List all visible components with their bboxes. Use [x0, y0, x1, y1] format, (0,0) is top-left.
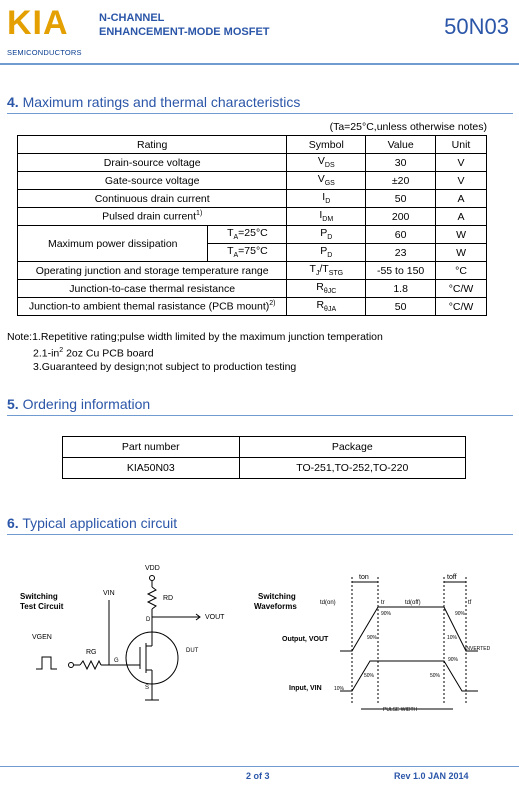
table-row [18, 190, 487, 208]
symbol-cell [287, 244, 366, 262]
tdoff-label: td(off) [405, 600, 421, 606]
symbol-cell [287, 280, 366, 298]
notes-block [7, 331, 383, 374]
part-number-cell: KIA50N03 [63, 458, 240, 479]
page-number: 2 of 3 [246, 771, 270, 781]
vdd-label: VDD [145, 565, 160, 572]
table-row [18, 298, 487, 316]
header-symbol: Symbol [287, 136, 366, 154]
part-number: 50N03 [444, 14, 509, 39]
toff-label: toff [447, 574, 457, 581]
symbol-subscript: DM [322, 216, 334, 224]
section-4-heading [7, 94, 300, 110]
note-2-rest: 2oz Cu PCB board [63, 347, 154, 360]
note-2 [7, 344, 383, 361]
ratings-table [17, 135, 487, 316]
symbol-cell [287, 172, 366, 190]
rating-cell: Gate-source voltage [18, 172, 287, 190]
unit-cell: V [436, 154, 487, 172]
symbol-cell [287, 190, 366, 208]
footnote-ref: 1) [196, 210, 203, 218]
inverted-label: INVERTED [465, 646, 491, 652]
title-line-2: ENHANCEMENT-MODE MOSFET [99, 26, 270, 38]
symbol-text-2: /T [319, 263, 329, 276]
rating-cell [18, 208, 287, 226]
unit-cell: A [436, 208, 487, 226]
section-6-number: 6. [7, 515, 19, 531]
unit-cell: W [436, 226, 487, 244]
footer-divider [0, 766, 519, 767]
input-50-left: 50% [364, 673, 375, 679]
tf-label: tf [468, 600, 472, 606]
input-label: Input, VIN [289, 685, 322, 692]
value-cell: 23 [366, 244, 436, 262]
cond-text: T [227, 245, 234, 258]
unit-cell: °C/W [436, 298, 487, 316]
note-2-text: 2.1-in [33, 347, 60, 360]
rating-cell: Maximum power dissipation [18, 226, 208, 262]
title-line-1: N-CHANNEL [99, 12, 165, 24]
pulse-width-label: PULSE WIDTH [383, 707, 418, 713]
symbol-text: P [320, 245, 328, 258]
ton-label: ton [359, 574, 369, 581]
condition-cell [208, 244, 287, 262]
vgen-label: VGEN [32, 634, 52, 641]
waveform-title-1: Switching [258, 592, 296, 601]
output-10-right: 10% [447, 635, 458, 641]
section-4-number: 4. [7, 94, 19, 110]
output-90-right: 90% [455, 611, 466, 617]
vgen-terminal [69, 663, 74, 668]
symbol-cell [287, 298, 366, 316]
note-1: Note:1.Repetitive rating;pulse width limited by the maximum junction temperation [7, 331, 383, 343]
symbol-subscript: θJA [324, 306, 337, 314]
source-label: S [145, 685, 150, 691]
input-90-right: 90% [448, 657, 459, 663]
unit-cell: °C/W [436, 280, 487, 298]
symbol-text: P [320, 227, 328, 240]
value-cell: -55 to 150 [366, 262, 436, 280]
section-4-title: Maximum ratings and thermal characteristics [22, 94, 301, 110]
ratings-conditions: (Ta=25°C,unless otherwise notes) [329, 121, 487, 133]
header-part-number: Part number [63, 437, 240, 458]
rating-cell [18, 298, 287, 316]
output-label: Output, VOUT [282, 636, 329, 643]
unit-cell: W [436, 244, 487, 262]
tr-label: tr [381, 600, 385, 606]
symbol-subscript: D [327, 234, 333, 242]
header-value: Value [366, 136, 436, 154]
section-6-divider [7, 534, 513, 535]
symbol-text: R [316, 299, 325, 312]
vin-label: VIN [103, 590, 115, 597]
table-row [18, 154, 487, 172]
input-10-label: 10% [334, 686, 345, 692]
dut-label: DUT [186, 648, 199, 654]
unit-cell: V [436, 172, 487, 190]
rating-cell: Junction-to-case thermal resistance [18, 280, 287, 298]
section-5-title: Ordering information [22, 396, 151, 412]
value-cell: 50 [366, 190, 436, 208]
symbol-cell [287, 226, 366, 244]
cond-rest: =25°C [238, 227, 268, 240]
value-cell: 60 [366, 226, 436, 244]
value-cell: 200 [366, 208, 436, 226]
unit-cell: °C [436, 262, 487, 280]
symbol-cell [287, 208, 366, 226]
company-logo: KIA [7, 4, 69, 42]
symbol-subscript: J [315, 270, 320, 278]
header-unit: Unit [436, 136, 487, 154]
rd-resistor [148, 587, 156, 609]
symbol-cell [287, 154, 366, 172]
rating-text: Junction-to ambient themal rasistance (PCB mount) [28, 300, 270, 313]
revision-label: Rev 1.0 JAN 2014 [394, 771, 469, 781]
application-circuit-diagram [0, 555, 519, 720]
gate-label: G [114, 658, 119, 664]
symbol-subscript: D [327, 252, 333, 260]
tdon-label: td(on) [320, 600, 336, 606]
table-header-row [63, 437, 466, 458]
table-header-row [18, 136, 487, 154]
value-cell: 30 [366, 154, 436, 172]
document-title [99, 11, 270, 39]
rd-label: RD [163, 595, 174, 602]
table-row [18, 208, 487, 226]
rating-cell: Continuous drain current [18, 190, 287, 208]
logo-subtitle: SEMICONDUCTORS [7, 48, 82, 57]
symbol-cell [287, 262, 366, 280]
cond-rest: =75°C [238, 245, 268, 258]
note-2-superscript: 2 [59, 347, 64, 354]
vgen-pulse [36, 657, 57, 669]
symbol-text: I [322, 191, 326, 204]
table-row [18, 280, 487, 298]
package-cell: TO-251,TO-252,TO-220 [239, 458, 465, 479]
ordering-table [62, 436, 466, 479]
output-90-mid: 90% [367, 635, 378, 641]
cond-text: T [227, 227, 234, 240]
rating-text: Pulsed drain current [102, 210, 197, 223]
header-divider [0, 63, 519, 65]
section-5-heading [7, 396, 150, 412]
symbol-subscript: GS [324, 180, 335, 188]
symbol-subscript: θJC [323, 288, 337, 296]
drain-label: D [146, 617, 151, 623]
rating-cell: Drain-source voltage [18, 154, 287, 172]
cond-subscript: A [233, 234, 239, 242]
symbol-subscript: D [325, 198, 331, 206]
value-cell: 50 [366, 298, 436, 316]
table-row [18, 262, 487, 280]
symbol-subscript-2: STG [328, 270, 344, 278]
symbol-text: V [317, 155, 325, 168]
symbol-text: R [316, 281, 324, 294]
vout-label: VOUT [205, 614, 225, 621]
symbol-subscript: DS [324, 162, 335, 170]
rating-cell: Operating junction and storage temperature range [18, 262, 287, 280]
symbol-text: V [317, 173, 325, 186]
cond-subscript: A [233, 252, 239, 260]
input-waveform [340, 661, 478, 691]
symbol-text: I [319, 209, 323, 222]
section-4-divider [7, 113, 513, 114]
value-cell: ±20 [366, 172, 436, 190]
rg-label: RG [86, 649, 97, 656]
value-cell: 1.8 [366, 280, 436, 298]
unit-cell: A [436, 190, 487, 208]
input-50-right: 50% [430, 673, 441, 679]
output-90-left: 90% [381, 611, 392, 617]
rg-resistor [80, 661, 101, 669]
note-3: 3.Guaranteed by design;not subject to production testing [33, 360, 297, 373]
table-row [63, 458, 466, 479]
header-rating: Rating [18, 136, 287, 154]
circuit-title-1: Switching [20, 592, 58, 601]
symbol-text: T [309, 263, 316, 276]
footnote-ref: 2) [269, 300, 276, 308]
header-package: Package [239, 437, 465, 458]
condition-cell [208, 226, 287, 244]
section-6-heading [7, 515, 177, 531]
table-row [18, 172, 487, 190]
section-5-divider [7, 415, 513, 416]
circuit-title-2: Test Circuit [20, 602, 64, 611]
section-6-title: Typical application circuit [22, 515, 178, 531]
table-row [18, 226, 487, 244]
waveform-title-2: Waveforms [254, 602, 297, 611]
vdd-terminal [150, 576, 155, 581]
section-5-number: 5. [7, 396, 19, 412]
